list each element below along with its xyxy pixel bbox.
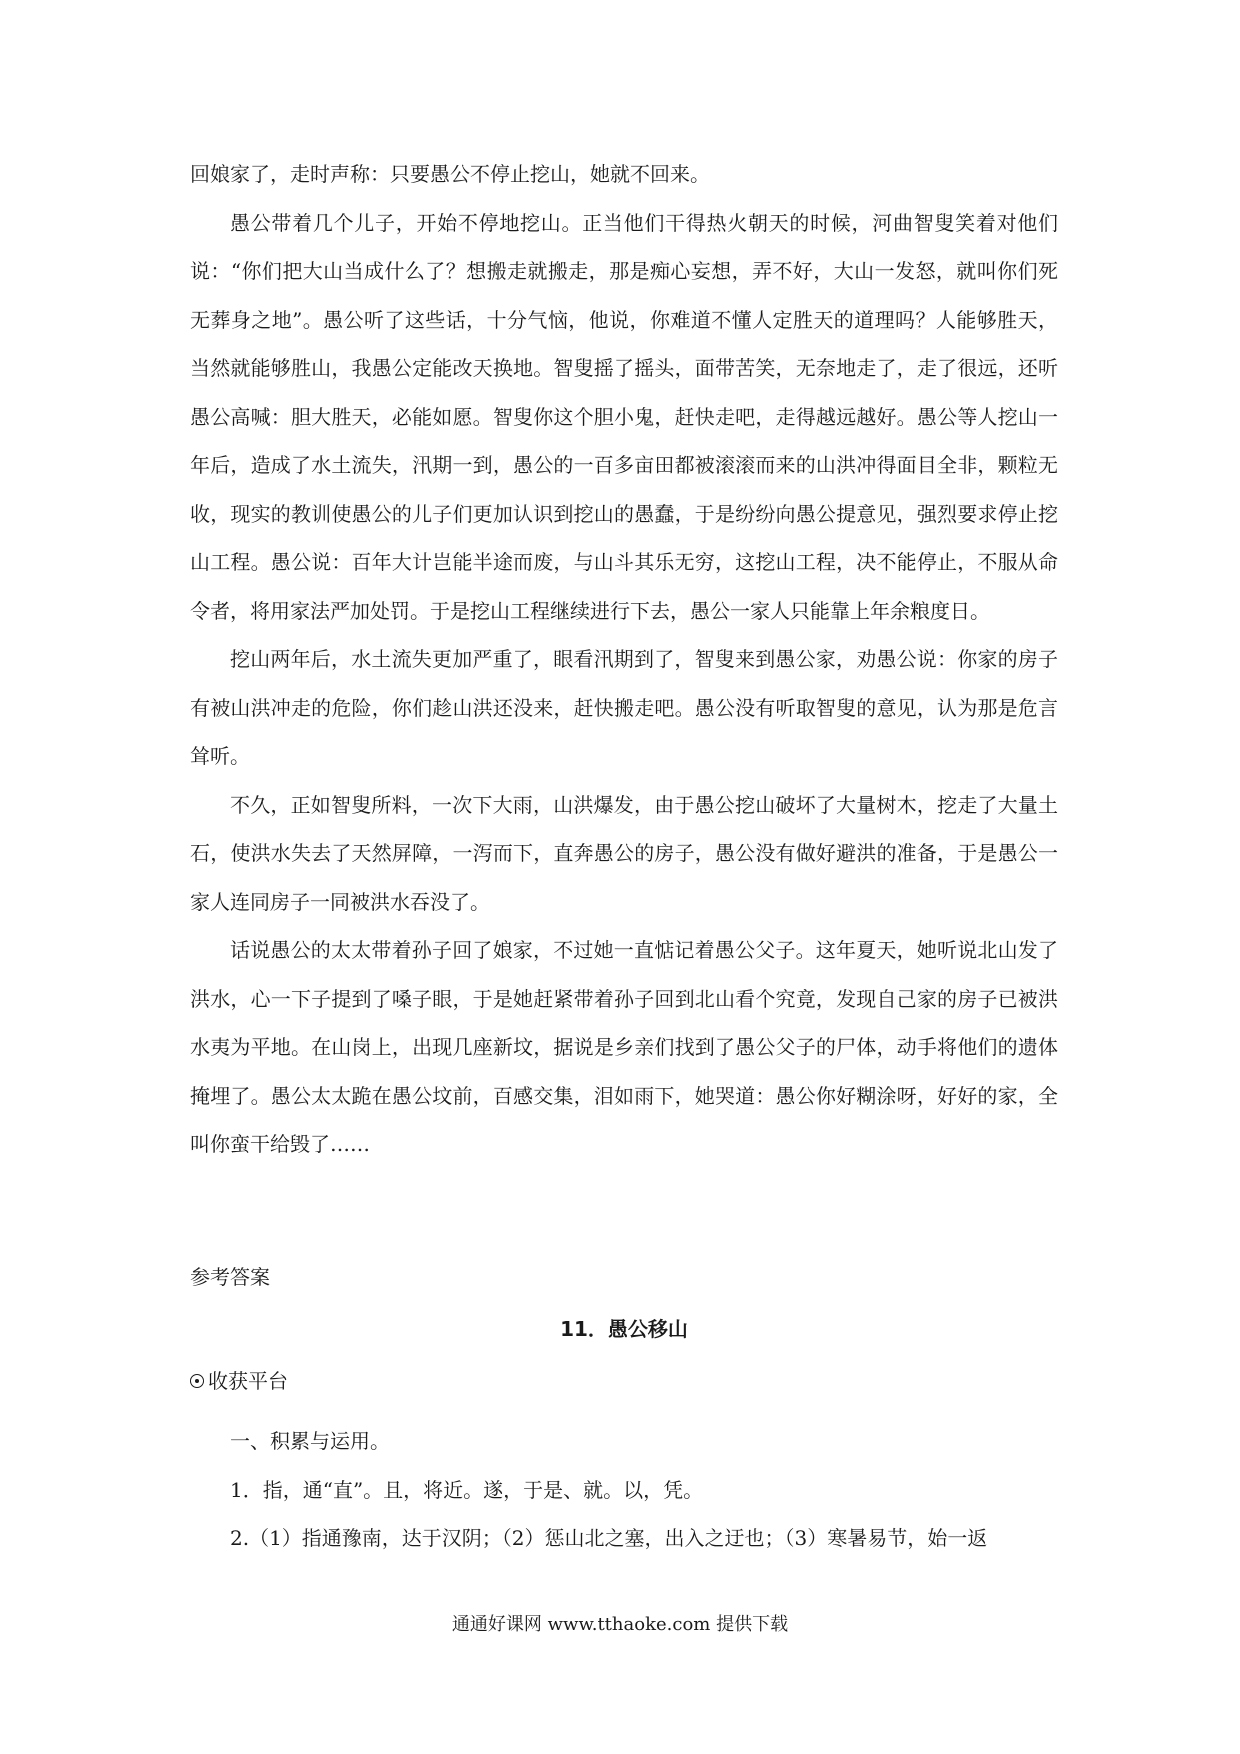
story-paragraph-2: 愚公带着几个儿子，开始不停地挖山。正当他们干得热火朝天的时候，河曲智叟笑着对他们说：“你们把大山当成什么了？想搬走就搬走，那是痴心妄想，弄不好，大山一发怒，就叫你们死无葬身之地”。愚公听了这些话，十分气恼，他说，你难道不懂人定胜天的道理吗？人能够胜天，当然就能够胜山，我愚公定能改天换地。智叟摇了摇头，面带苦笑，无奈地走了，走了很远，还听愚公高喊：胆大胜天，必能如愿。智叟你这个胆小鬼，赶快走吧，走得越远越好。愚公等人挖山一年后，造成了水土流失，汛期一到，愚公的一百多亩田都被滚滚而来的山洪冲得面目全非，颗粒无收，现实的教训使愚公的儿子们更加认识到挖山的愚蠢，于是纷纷向愚公提意见，强烈要求停止挖山工程。愚公说：百年大计岂能半途而废，与山斗其乐无穷，这挖山工程，决不能停止，不服从命令者，将用家法严加处罚。于是挖山工程继续进行下去，愚公一家人只能靠上年余粮度日。 bbox=[190, 210, 1058, 623]
story-paragraph-3: 挖山两年后，水土流失更加严重了，眼看汛期到了，智叟来到愚公家，劝愚公说：你家的房子有被山洪冲走的危险，你们趁山洪还没来，赶快搬走吧。愚公没有听取智叟的意见，认为那是危言耸听。 bbox=[190, 647, 1058, 768]
lesson-title: 11．愚公移山 bbox=[560, 1317, 688, 1341]
harvest-platform-heading bbox=[190, 1357, 1058, 1405]
story-paragraph-5: 话说愚公的太太带着孙子回了娘家，不过她一直惦记着愚公父子。这年夏天，她听说北山发了洪水，心一下子提到了嗓子眼，于是她赶紧带着孙子回到北山看个究竟，发现自己家的房子已被洪水夷为平地。在山岗上，出现几座新坟，据说是乡亲们找到了愚公父子的尸体，动手将他们的遗体掩埋了。愚公太太跪在愚公坟前，百感交集，泪如雨下，她哭道：愚公你好糊涂呀，好好的家，全叫你蛮干给毁了…… bbox=[190, 938, 1058, 1156]
page-content bbox=[190, 150, 1058, 1563]
harvest-label: 收获平台 bbox=[208, 1369, 288, 1393]
part-heading: 一、积累与运用。 bbox=[230, 1429, 390, 1453]
answers-section bbox=[190, 1253, 1058, 1563]
page-footer: 通通好课网 www.tthaoke.com 提供下载 bbox=[451, 1614, 789, 1635]
story-paragraph-1: 回娘家了，走时声称：只要愚公不停止挖山，她就不回来。 bbox=[190, 162, 710, 186]
story-section bbox=[190, 150, 1058, 1169]
answer-item-1: 1．指，通“直”。且，将近。遂，于是、就。以，凭。 bbox=[230, 1477, 704, 1502]
story-paragraph-4: 不久，正如智叟所料，一次下大雨，山洪爆发，由于愚公挖山破坏了大量树木，挖走了大量土石，使洪水失去了天然屏障，一泻而下，直奔愚公的房子，愚公没有做好避洪的准备，于是愚公一家人连同房子一同被洪水吞没了。 bbox=[190, 792, 1058, 914]
circle-dot-icon bbox=[190, 1374, 204, 1388]
answer-item-2: 2.（1）指通豫南，达于汉阴；（2）惩山北之塞，出入之迂也；（3）寒暑易节，始一返 bbox=[230, 1526, 988, 1550]
reference-answers-label: 参考答案 bbox=[190, 1264, 270, 1289]
